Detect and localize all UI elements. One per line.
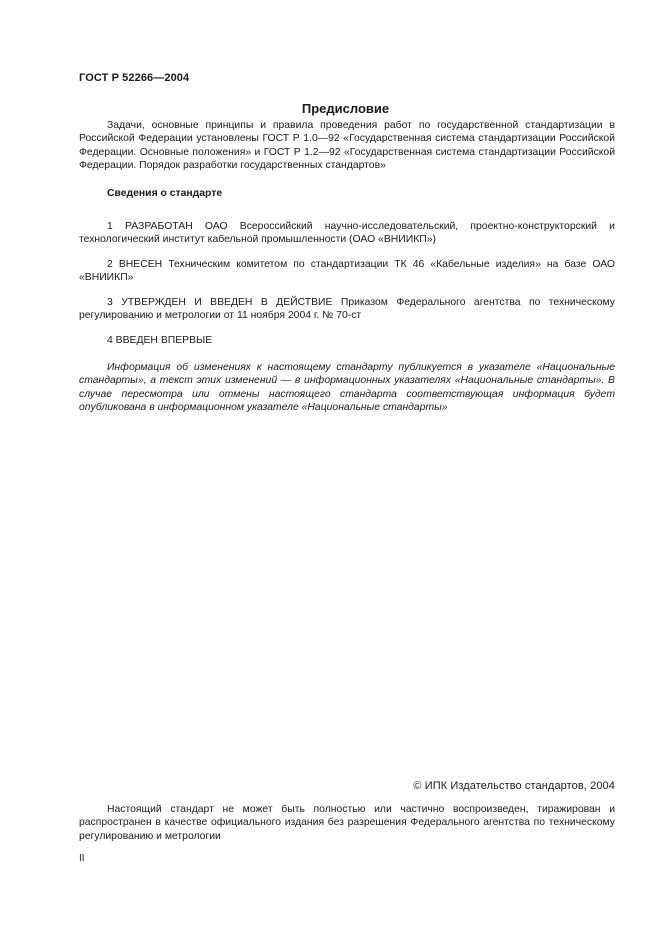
item-first-introduced: 4 ВВЕДЕН ВПЕРВЫЕ <box>107 335 213 346</box>
item-introduced: 2 ВНЕСЕН Техническим комитетом по стандартизации ТК 46 «Кабельные изделия» на базе ОАО «ВНИИКП» <box>79 259 615 284</box>
page-number: II <box>79 853 85 864</box>
info-note: Информация об изменениях к настоящему стандарту публикуется в указателе «Национальные стандарты», а текст этих изменений — в информационных указателях «Национальные стандарты». В случае пересмотра или отмены настоящего стандарта соответствующая информация будет опубликована в информационном указателе «Национальные стандарты» <box>79 362 615 414</box>
standard-code: ГОСТ Р 52266—2004 <box>79 72 190 84</box>
intro-paragraph: Задачи, основные принципы и правила проведения работ по государственной стандартизации в Российской Федерации установлены ГОСТ Р 1.0—92 «Государственная система стандартизации Российской Федерации. Основные положения» и ГОСТ Р 1.2—92 «Государственная система стандартизации Российской Федерации. Порядок разработки государственных стандартов» <box>79 120 615 172</box>
section-heading: Сведения о стандарте <box>107 188 223 199</box>
footer-note: Настоящий стандарт не может быть полностью или частично воспроизведен, тиражирован и распространен в качестве официального издания без разрешения Федерального агентства по техническому регулированию и метрологии <box>79 804 615 842</box>
page-title: Предисловие <box>301 101 390 116</box>
item-approved: 3 УТВЕРЖДЕН И ВВЕДЕН В ДЕЙСТВИЕ Приказом Федерального агентства по техническому регулированию и метрологии от 11 ноября 2004 г. № 70-ст <box>79 297 615 322</box>
copyright-line: © ИПК Издательство стандартов, 2004 <box>413 780 615 792</box>
item-developed: 1 РАЗРАБОТАН ОАО Всероссийский научно-исследовательский, проектно-конструкторский и технологический институт кабельной промышленности (ОАО «ВНИИКП») <box>79 221 615 246</box>
